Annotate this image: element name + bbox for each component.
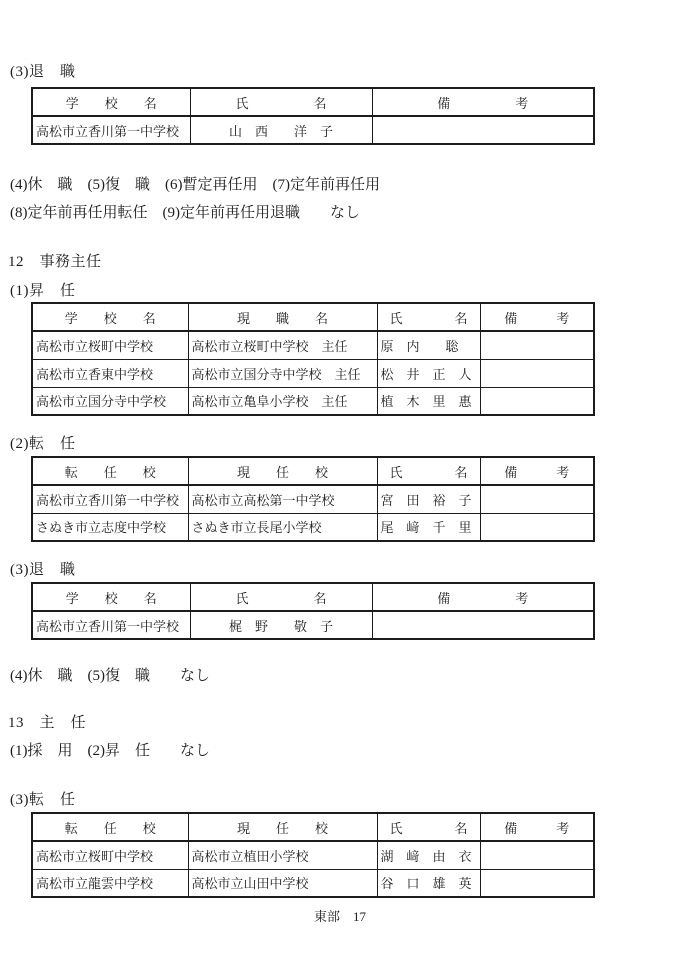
table-row — [32, 387, 594, 415]
table-cell: 高松市立香川第一中学校 — [32, 116, 190, 144]
table-cell: 湖 﨑 由 衣 — [377, 841, 480, 869]
table-cell — [480, 513, 594, 541]
table-row — [32, 485, 594, 513]
column-header: 学 校 名 — [32, 303, 188, 331]
section13-notes: (1)採 用 (2)昇 任 なし — [10, 743, 210, 759]
table-cell: 宮 田 裕 子 — [377, 485, 480, 513]
column-header: 氏 名 — [377, 457, 480, 485]
column-header: 学 校 名 — [32, 88, 190, 116]
column-header: 転 任 校 — [32, 457, 188, 485]
column-header: 備 考 — [372, 583, 594, 611]
table-cell — [372, 611, 594, 639]
section12-transfer-table — [31, 456, 595, 542]
table-header-row — [32, 88, 594, 116]
table-cell: 植 木 里 惠 — [377, 387, 480, 415]
table-cell — [480, 331, 594, 359]
table-cell: 高松市立国分寺中学校 — [32, 387, 188, 415]
table-cell: 高松市立亀阜小学校 主任 — [188, 387, 377, 415]
table-row — [32, 116, 594, 144]
table-row — [32, 359, 594, 387]
table-header-row — [32, 583, 594, 611]
table-cell: 高松市立桜町中学校 — [32, 331, 188, 359]
column-header: 現 職 名 — [188, 303, 377, 331]
table-cell: 高松市立香川第一中学校 — [32, 611, 190, 639]
table-cell: 高松市立香川第一中学校 — [32, 485, 188, 513]
section11-notes-line2: (8)定年前再任用転任 (9)定年前再任用退職 なし — [10, 205, 360, 221]
section11-retire-heading: (3)退 職 — [10, 64, 76, 80]
table-cell: 高松市立龍雲中学校 — [32, 869, 188, 897]
table-cell — [480, 869, 594, 897]
column-header: 氏 名 — [377, 303, 480, 331]
section13-heading: 13 主 任 — [8, 715, 87, 731]
column-header: 備 考 — [480, 813, 594, 841]
section13-transfer-table — [31, 812, 595, 898]
table-cell: さぬき市立志度中学校 — [32, 513, 188, 541]
table-header-row — [32, 813, 594, 841]
section13-transfer-heading: (3)転 任 — [10, 792, 76, 808]
section12-promotion-heading: (1)昇 任 — [10, 283, 76, 299]
table-cell: 松 井 正 人 — [377, 359, 480, 387]
column-header: 学 校 名 — [32, 583, 190, 611]
table-cell — [480, 387, 594, 415]
table-cell: 高松市立香東中学校 — [32, 359, 188, 387]
section11-retire-table — [31, 87, 595, 145]
column-header: 備 考 — [480, 457, 594, 485]
section12-retire-heading: (3)退 職 — [10, 562, 76, 578]
table-cell: 高松市立植田小学校 — [188, 841, 377, 869]
section12-transfer-heading: (2)転 任 — [10, 436, 76, 452]
table-row — [32, 841, 594, 869]
column-header: 現 任 校 — [188, 813, 377, 841]
column-header: 備 考 — [480, 303, 594, 331]
column-header: 現 任 校 — [188, 457, 377, 485]
table-cell: 山 西 洋 子 — [190, 116, 372, 144]
table-row — [32, 611, 594, 639]
column-header: 転 任 校 — [32, 813, 188, 841]
page-footer-label: 東部 17 — [313, 909, 366, 924]
table-cell: 梶 野 敬 子 — [190, 611, 372, 639]
section12-retire-table — [31, 582, 595, 640]
table-row — [32, 513, 594, 541]
table-cell: 尾 﨑 千 里 — [377, 513, 480, 541]
column-header: 氏 名 — [377, 813, 480, 841]
table-cell: 高松市立桜町中学校 — [32, 841, 188, 869]
section12-promotion-table — [31, 302, 595, 416]
table-cell: 高松市立高松第一中学校 — [188, 485, 377, 513]
section12-notes: (4)休 職 (5)復 職 なし — [10, 668, 210, 684]
table-cell: 高松市立国分寺中学校 主任 — [188, 359, 377, 387]
table-cell: 高松市立桜町中学校 主任 — [188, 331, 377, 359]
table-cell: 高松市立山田中学校 — [188, 869, 377, 897]
table-cell: さぬき市立長尾小学校 — [188, 513, 377, 541]
table-row — [32, 331, 594, 359]
section12-heading: 12 事務主任 — [8, 254, 102, 270]
table-cell — [480, 359, 594, 387]
column-header: 氏 名 — [190, 583, 372, 611]
column-header: 備 考 — [372, 88, 594, 116]
section11-notes-line1: (4)休 職 (5)復 職 (6)暫定再任用 (7)定年前再任用 — [10, 177, 380, 193]
table-cell: 原 内 聡 — [377, 331, 480, 359]
table-header-row — [32, 303, 594, 331]
table-header-row — [32, 457, 594, 485]
table-cell — [480, 841, 594, 869]
table-cell — [372, 116, 594, 144]
table-row — [32, 869, 594, 897]
table-cell: 谷 口 雄 英 — [377, 869, 480, 897]
column-header: 氏 名 — [190, 88, 372, 116]
table-cell — [480, 485, 594, 513]
